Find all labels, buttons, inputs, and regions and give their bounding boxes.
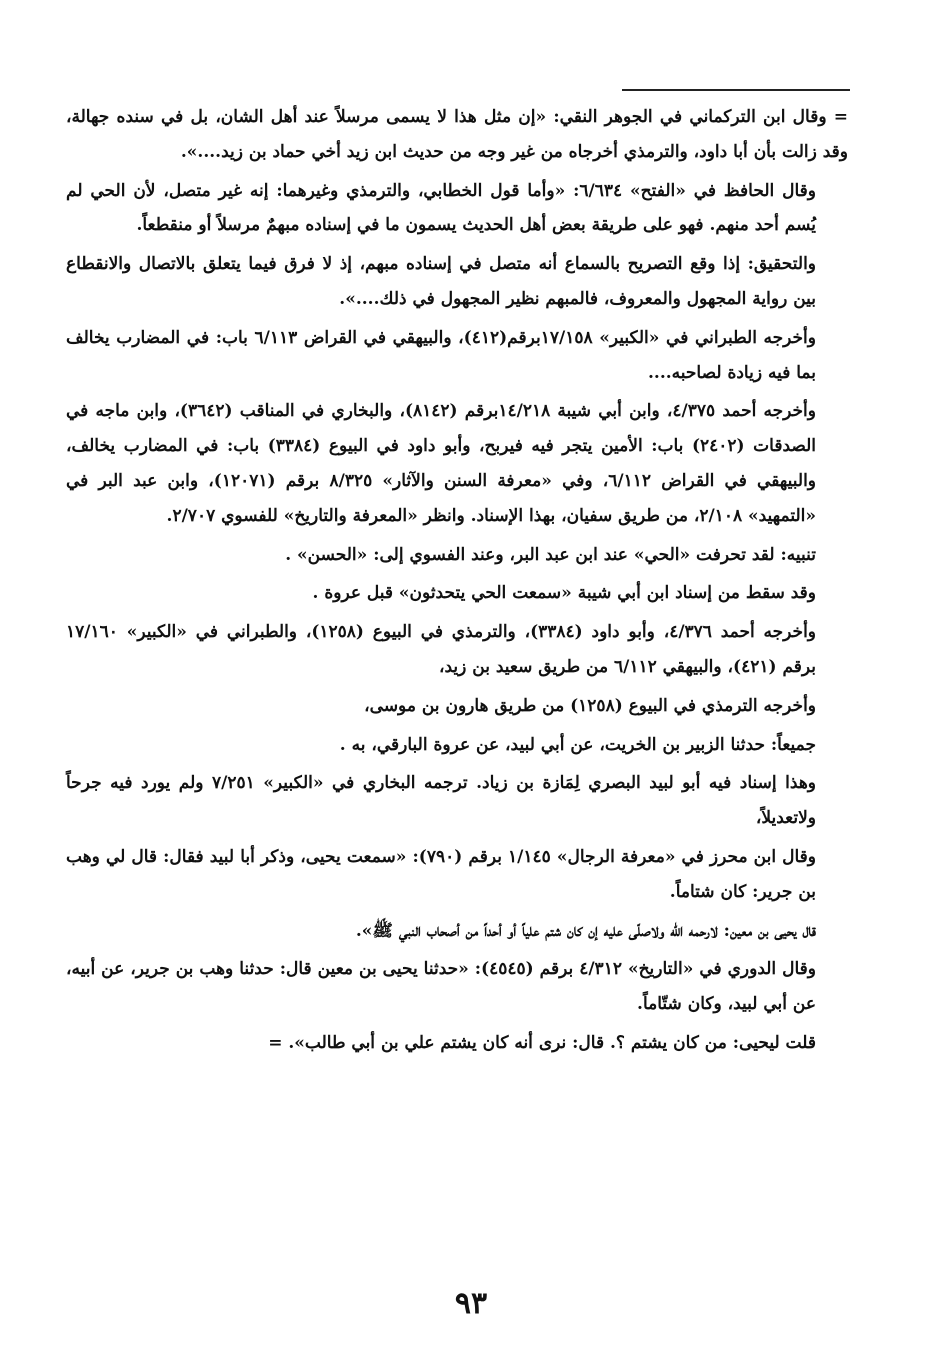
paragraph: = وقال ابن التركماني في الجوهر النقي: «إن مثل هذا لا يسمى مرسلاً عند أهل الشان، بل في سنده جهالة، وقد زالت بأن أبا داود، والترمذي أخرجاه من غير وجه من حديث ابن زيد أخي حماد بن زيد....». (66, 107, 848, 162)
paragraph: قلت ليحيى: من كان يشتم ؟. قال: نرى أنه كان يشتم علي بن أبي طالب». = (268, 1032, 816, 1053)
paragraph: وقال الدوري في «التاريخ» ٤/٣١٢ برقم (٤٥٤٥): «حدثنا يحيى بن معين قال: حدثنا وهب بن جرير، عن أبيه، عن أبي لبيد، وكان شتّاماً. (66, 959, 817, 1015)
paragraph: وأخرجه الطبراني في «الكبير» ١٧/١٥٨برقم(٤١٢)، والبيهقي في القراض ٦/١١٣ باب: في المضارب يخالف بما فيه زيادة لصاحبه.... (66, 327, 816, 383)
paragraph: وهذا إسناد فيه أبو لبيد البصري لِمَازة بن زياد. ترجمه البخاري في «الكبير» ٧/٢٥١ ولم يورد فيه جرحاً ولاتعديلاً، (66, 773, 816, 829)
paragraph: وقال ابن محرز في «معرفة الرجال» ١/١٤٥ برقم (٧٩٠): «سمعت يحيى، وذكر أبا لبيد فقال: قال لي وهب بن جرير: كان شتاماً. (66, 846, 817, 902)
footnote-text (66, 100, 848, 1061)
paragraph: جميعاً: حدثنا الزبير بن الخريت، عن أبي لبيد، عن عروة البارقي، به . (339, 734, 816, 755)
footnote-separator (622, 89, 850, 91)
paragraph: قال يحيى بن معين: لارحمه الله ولاصلّى عليه إن كان شتم علياً أو أحداً من أصحاب النبي ﷺ». (355, 920, 816, 941)
paragraph: وقال الحافظ في «الفتح» ٦/٦٣٤: «وأما قول الخطابي، والترمذي وغيرهما: إنه غير متصل، لأن الحي لم يُسم أحد منهم. فهو على طريقة بعض أهل الحديث يسمون ما في إسناده مبهمٌ مرسلاً أو منقطعاً. (66, 180, 816, 236)
page-number: ٩٣ (454, 1286, 488, 1321)
paragraph: وأخرجه الترمذي في البيوع (١٢٥٨) من طريق هارون بن موسى، (364, 695, 816, 716)
paragraph: وأخرجه أحمد ٤/٣٧٥، وابن أبي شيبة ١٤/٢١٨برقم (٨١٤٢)، والبخاري في المناقب (٣٦٤٢)، وابن ماجه في الصدقات (٢٤٠٢) باب: الأمين يتجر فيه فيربح، وأبو داود في البيوع (٣٣٨٤) باب: في المضارب يخالف، والبيهقي في القراض ٦/١١٢، وفي «معرفة السنن والآثار» ٨/٣٢٥ برقم (١٢٠٧١)، وابن عبد البر في «التمهيد» ٢/١٠٨، من طريق سفيان، بهذا الإسناد. وانظر «المعرفة والتاريخ» للفسوي ٢/٧٠٧. (66, 401, 817, 526)
paragraph: والتحقيق: إذا وقع التصريح بالسماع أنه متصل في إسناده مبهم، إذ لا فرق فيما يتعلق بالاتصال والانقطاع بين رواية المجهول والمعروف، فالمبهم نظير المجهول في ذلك....». (66, 254, 816, 309)
paragraph: وأخرجه أحمد ٤/٣٧٦، وأبو داود (٣٣٨٤)، والترمذي في البيوع (١٢٥٨)، والطبراني في «الكبير» ١٧/١٦٠ برقم (٤٢١)، والبيهقي ٦/١١٢ من طريق سعيد بن زيد، (66, 622, 816, 677)
paragraph: تنبيه: لقد تحرفت «الحي» عند ابن عبد البر، وعند الفسوي إلى: «الحسن» . (285, 544, 816, 565)
paragraph: وقد سقط من إسناد ابن أبي شيبة «سمعت الحي يتحدثون» قبل عروة . (312, 583, 816, 604)
